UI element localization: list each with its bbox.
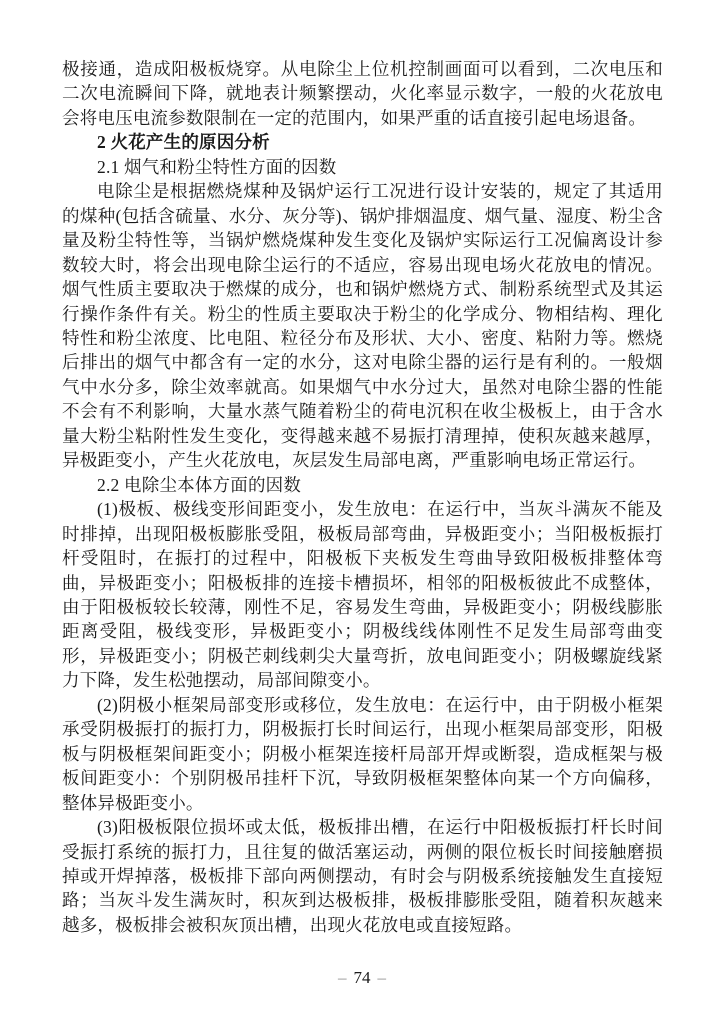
section-heading-2: 2 火花产生的原因分析 (97, 132, 270, 153)
page-footer (0, 968, 724, 988)
document-body (62, 57, 663, 937)
subsection-heading-2-2: 2.2 电除尘本体方面的因数 (97, 474, 302, 495)
paragraph-item-2-cathode-frame-deformation: (2)阴极小框架局部变形或移位，发生放电：在运行中，由于阴极小框架承受阴极振打的振打力，阴极振打长时间运行，出现小框架局部变形，阳极板与阴极框架间距变小；阴极小框架连接杆局部开焊或断裂，造成框架与极板间距变小：个别阴极吊挂杆下沉，导致阴极框架整体向某一个方向偏移，整体异极距变小。 (62, 694, 663, 813)
paragraph-flue-gas-dust-factors: 电除尘是根据燃烧煤种及锅炉运行工况进行设计安装的，规定了其适用的煤种(包括含硫量、水分、灰分等)、锅炉排烟温度、烟气量、湿度、粉尘含量及粉尘特性等，当锅炉燃烧煤种发生变化及锅炉实际运行工况偏离设计参数较大时，将会出现电除尘运行的不适应，容易出现电场火花放电的情况。烟气性质主要取决于燃煤的成分，也和锅炉燃烧方式、制粉系统型式及其运行操作条件有关。粉尘的性质主要取决于粉尘的化学成分、物相结构、理化特性和粉尘浓度、比电阻、粒径分布及形状、大小、密度、粘附力等。燃烧后排出的烟气中都含有一定的水分，这对电除尘器的运行是有利的。一般烟气中水分多，除尘效率就高。如果烟气中水分过大，虽然对电除尘器的性能不会有不利影响，大量水蒸气随着粉尘的荷电沉积在收尘极板上，由于含水量大粉尘粘附性发生变化，变得越来越不易振打清理掉，使积灰越来越厚，异极距变小，产生火花放电，灰层发生局部电离，严重影响电场正常运行。 (62, 181, 663, 471)
paragraph-item-1-plate-wire-deformation: (1)极板、极线变形间距变小，发生放电：在运行中，当灰斗满灰不能及时排掉，出现阳极板膨胀受阻，极板局部弯曲，异极距变小；当阳极板振打杆受阻时，在振打的过程中，阳极板下夹板发生弯曲导致阳极板排整体弯曲，异极距变小；阳极板排的连接卡槽损坏，相邻的阳极板彼此不成整体，由于阳极板较长较薄，刚性不足，容易发生弯曲，异极距变小；阴极线膨胀距离受阻，极线变形，异极距变小；阴极线线体刚性不足发生局部弯曲变形，异极距变小；阴极芒刺线刺尖大量弯折，放电间距变小；阴极螺旋线紧力下降，发生松弛摆动，局部间隙变小。 (62, 499, 663, 691)
paragraph-item-3-anode-plate-limit-damage: (3)阳极板限位损坏或太低，极板排出槽，在运行中阳极板振打杆长时间受振打系统的振打力，且往复的做活塞运动，两侧的限位板长时间接触磨损掉或开焊掉落，极板排下部向两侧摆动，有时会与阴极系统接触发生直接短路；当灰斗发生满灰时，积灰到达极板排，极板排膨胀受阻，随着积灰越来越多，极板排会被积灰顶出槽，出现火花放电或直接短路。 (62, 817, 663, 935)
footer-dash-left: – (338, 968, 347, 987)
subsection-heading-2-1: 2.1 烟气和粉尘特性方面的因数 (97, 156, 337, 177)
footer-dash-right: – (377, 968, 386, 987)
paragraph-continuation: 极接通，造成阳极板烧穿。从电除尘上位机控制画面可以看到，二次电压和二次电流瞬间下降，就地表计频繁摆动，火化率显示数字，一般的火花放电会将电压电流参数限制在一定的范围内，如果严重的话直接引起电场退备。 (62, 59, 663, 128)
page-number: 74 (353, 968, 371, 987)
